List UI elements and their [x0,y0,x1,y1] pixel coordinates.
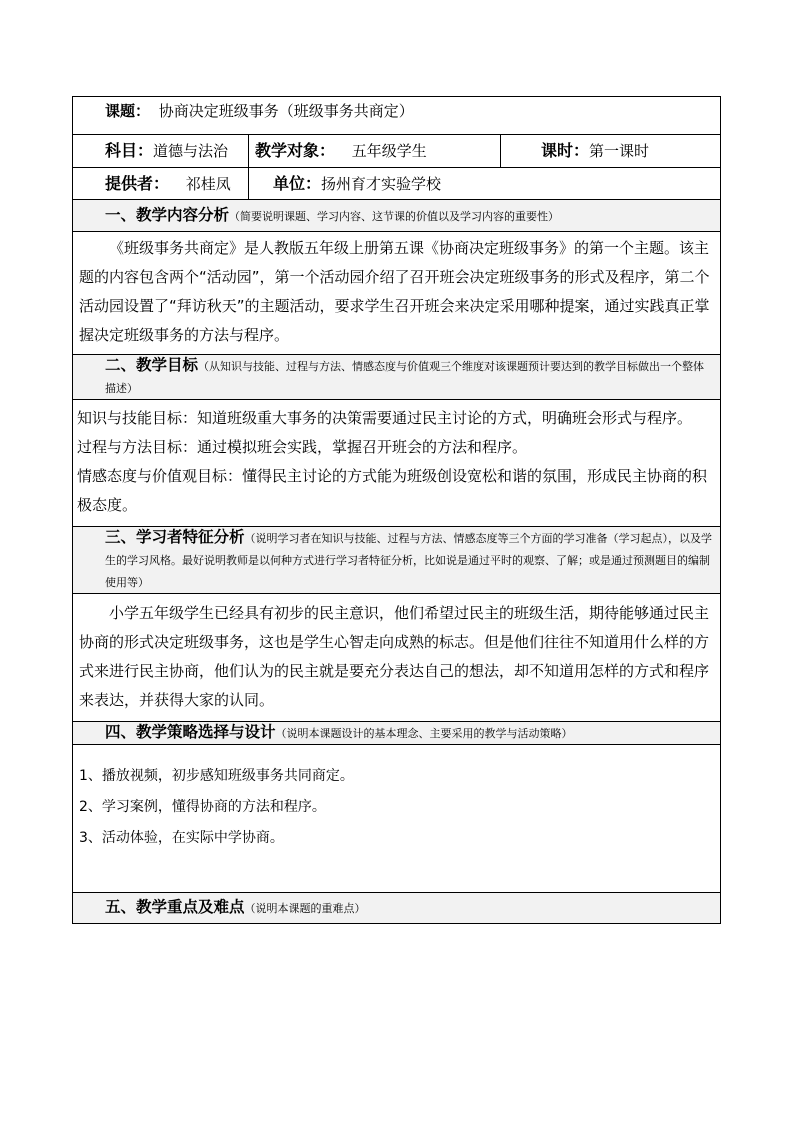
topic-row [73,97,721,135]
section-4-body-cell [73,745,721,893]
section-3-title: 三、学习者特征分析 [105,528,245,546]
unit-value: 扬州育才实验学校 [321,174,442,193]
section-1-body-cell [73,232,721,355]
section-5-note: （说明本课题的重难点） [244,902,366,915]
topic-label: 课题： [105,102,151,120]
section-4-header [73,722,721,745]
lesson-plan-table [72,96,721,924]
section-3-header-cell [73,527,721,594]
section-2-note: （从知识与技能、过程与方法、情感态度与价值观三个维度对该课题预计要达到的教学目标做出一个整体描述） [105,360,705,395]
provider-row [73,168,721,200]
goal-process: 过程与方法目标：通过模拟班会实践，掌握召开班会的方法和程序。 [77,438,528,456]
section-5-title: 五、教学重点及难点 [105,898,245,916]
meta-row [73,135,721,168]
goal-knowledge: 知识与技能目标：知道班级重大事务的决策需要通过民主讨论的方式，明确班会形式与程序。 [77,409,693,427]
unit-label: 单位： [273,173,322,193]
provider-cell [73,168,249,200]
section-4-title: 四、教学策略选择与设计 [105,723,276,741]
section-3-text: 小学五年级学生已经具有初步的民主意识，他们希望过民主的班级生活，期待能够通过民主协商的形式决定班级事务，这也是学生心智走向成熟的标志。但是他们往往不知道用什么样的方式来进行民主协商，他们认为的民主就是要充分表达自己的想法，却不知道用怎样的方式和程序来表达，并获得大家的认同。 [79,603,710,709]
section-4-header-cell [73,722,721,745]
section-1-title: 一、教学内容分析 [105,205,230,224]
unit-cell [249,168,721,200]
section-1-header-cell [73,200,721,232]
section-1-text: 《班级事务共商定》是人教版五年级上册第五课《协商决定班级事务》的第一个主题。该主题的内容包含两个“活动园”，第一个活动园介绍了召开班会决定班级事务的形式及程序，第二个活动园设置了“拜访秋天”的主题活动，要求学生召开班会来决定采用哪种提案，通过实践真正掌握决定班级事务的方法与程序。 [79,239,710,344]
strategy-item-2: 2、学习案例，懂得协商的方法和程序。 [79,799,326,815]
section-1-header [73,200,721,232]
section-3-body [73,594,721,722]
subject-label: 科目： [105,141,154,160]
topic-cell [73,97,721,135]
period-label: 课时： [541,141,590,160]
period-cell [501,135,721,168]
section-2-header [73,355,721,400]
section-2-body [73,400,721,527]
subject-value: 道德与法治 [153,142,229,160]
subject-cell [73,135,249,168]
goal-attitude: 情感态度与价值观目标：懂得民主讨论的方式能为班级创设宽松和谐的氛围，形成民主协商的积极态度。 [77,467,708,514]
provider-value: 祁桂凤 [185,174,231,193]
period-value: 第一课时 [589,142,650,160]
section-4-note: （说明本课题设计的基本理念、主要采用的教学与活动策略） [275,727,573,740]
section-5-header [73,893,721,924]
section-4-body [73,745,721,893]
section-5-header-cell [73,893,721,924]
strategy-item-1: 1、播放视频，初步感知班级事务共同商定。 [79,768,354,784]
section-2-body-cell [73,400,721,527]
section-1-note: （简要说明课题、学习内容、这节课的价值以及学习内容的重要性） [229,209,560,223]
target-cell [249,135,501,168]
section-2-title: 二、教学目标 [105,356,199,374]
target-value: 五年级学生 [351,142,427,160]
section-3-note: （说明学习者在知识与技能、过程与方法、情感态度等三个方面的学习准备（学习起点），以及学生的学习风格。最好说明教师是以何种方式进行学习者特征分析，比如说是通过平时的观察、了解；或是通过预测题目的编制使用等） [105,532,713,589]
target-label: 教学对象： [255,141,336,160]
section-1-body [73,232,721,355]
strategy-item-3: 3、活动体验，在实际中学协商。 [79,830,284,846]
section-3-body-cell [73,594,721,722]
section-2-header-cell [73,355,721,400]
provider-label: 提供者： [105,173,170,193]
section-3-header [73,527,721,594]
topic-value: 协商决定班级事务（班级事务共商定） [158,102,414,120]
